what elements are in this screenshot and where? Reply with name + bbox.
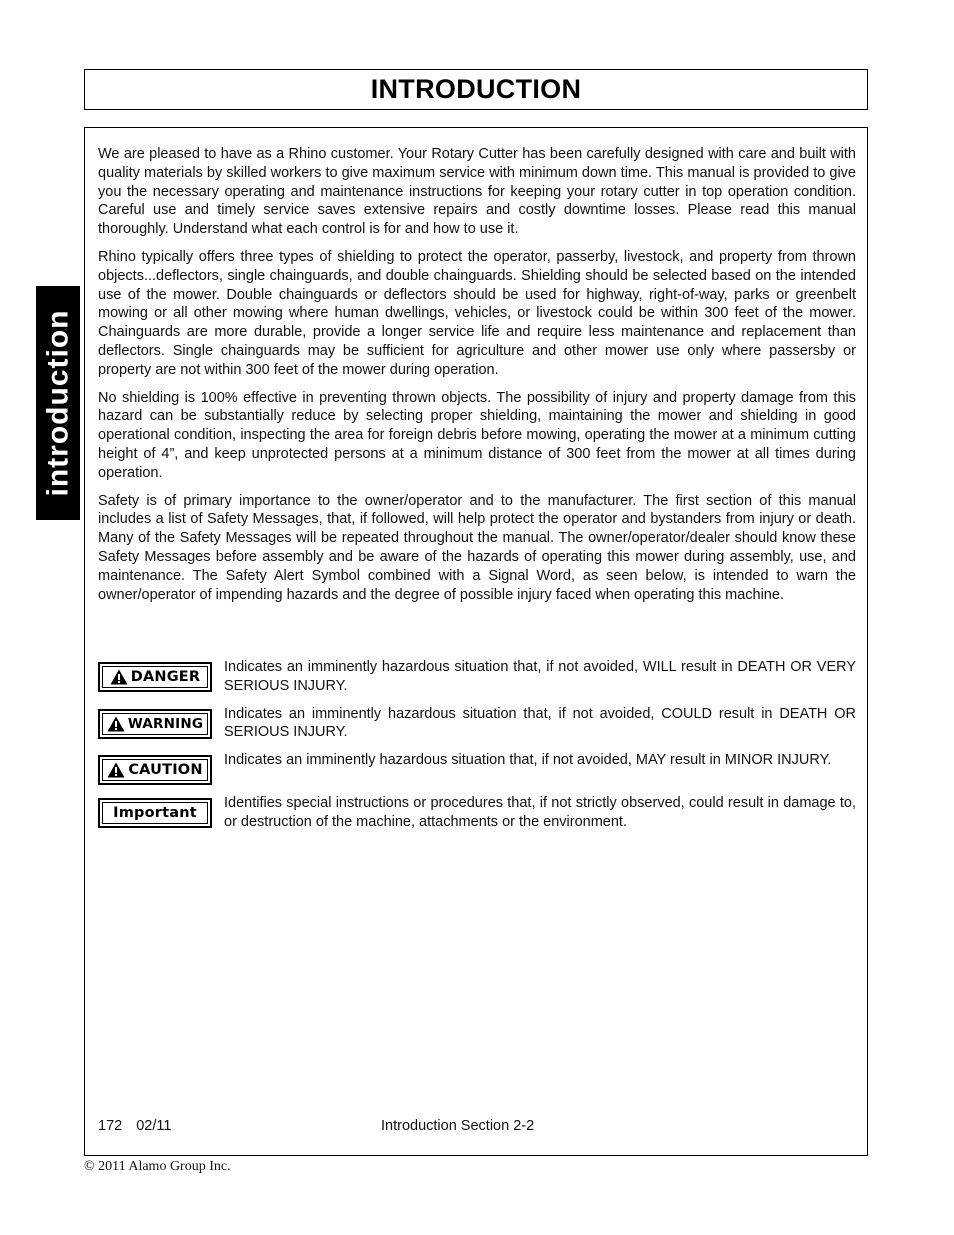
important-label [98,798,212,828]
danger-description: Indicates an imminently hazardous situation that, if not avoided, WILL result in DEATH OR VERY SERIOUS INJURY. [224,659,856,694]
page-number: 172 [98,1118,123,1134]
footer-page-info [98,1118,181,1134]
signal-row-important [98,794,856,832]
content-box [84,127,868,1156]
caution-description: Indicates an imminently hazardous situation that, if not avoided, MAY result in MINOR INJURY. [224,752,832,769]
paragraph-thrown-objects: No shielding is 100% effective in preventing thrown objects. The possibility of injury and property damage from this hazard can be substantially reduce by selecting proper shielding, maintaining the mower and shielding in good operational condition, inspecting the area for foreign debris before mowing, operating the mower at a minimum cutting height of 4”, and keep unprotected persons at a minimum distance of 300 feet from the mower at all times during operation. [98,389,856,481]
paragraph-safety: Safety is of primary importance to the owner/operator and to the manufacturer. The first section of this manual includes a list of Safety Messages, that, if followed, will help protect the operator and bystanders from injury or death. Many of the Safety Messages will be repeated throughout the manual. The owner/operator/dealer should know these Safety Messages before assembly and be aware of the hazards of operating this mower during assembly, use, and maintenance. The Safety Alert Symbol combined with a Signal Word, as seen below, is intended to warn the owner/operator of impending hazards and the degree of possible injury faced when operating this machine. [98,492,856,603]
side-tab-label: introduction [41,309,74,497]
signal-row-danger [98,658,856,696]
copyright-notice: © 2011 Alamo Group Inc. [84,1159,231,1174]
important-description: Identifies special instructions or procedures that, if not strictly observed, could result in damage to, or destruction of the machine, attachments or the environment. [224,795,856,830]
caution-label [98,755,212,785]
signal-word-list [98,658,856,841]
body-text [98,145,856,613]
page-title: INTRODUCTION [370,74,582,104]
revision-date: 02/11 [136,1118,172,1134]
warning-word: WARNING [127,715,204,732]
footer-section: Introduction Section 2-2 [381,1118,535,1134]
danger-label [98,662,212,692]
safety-alert-triangle-icon [110,669,128,685]
warning-description: Indicates an imminently hazardous situation that, if not avoided, COULD result in DEATH OR SERIOUS INJURY. [224,705,856,741]
safety-alert-triangle-icon [107,716,125,732]
important-word: Important [113,805,197,822]
paragraph-intro: We are pleased to have as a Rhino customer. Your Rotary Cutter has been carefully designed with care and built with quality materials by skilled workers to give maximum service with minimum down time. This manual is provided to give you the necessary operating and maintenance instructions for keeping your rotary cutter in top operation condition. Careful use and timely service saves extensive repairs and costly downtime losses. Please read this manual thoroughly. Understand what each control is for and how to use it. [98,146,856,238]
caution-word: CAUTION [128,762,203,779]
signal-row-warning [98,705,856,743]
side-section-tab [36,286,80,520]
danger-word: DANGER [130,669,201,685]
signal-row-caution [98,751,856,785]
warning-label [98,709,212,739]
paragraph-shielding: Rhino typically offers three types of shielding to protect the operator, passerby, livestock, and property from thrown objects...deflectors, single chainguards, and double chainguards. Shielding should be selected based on the intended use of the mower. Double chainguards or deflectors should be used for highway, right-of-way, parks or greenbelt mowing or all other mowing where human dwellings, vehicles, or livestock could be within 300 feet of the mower. Chainguards are more durable, provide a longer service life and require less maintenance and replacement than deflectors. Single chainguards may be sufficient for agriculture and other mower use only where passersby or property are not within 300 feet of the mower during operation. [98,248,856,378]
safety-alert-triangle-icon [107,762,125,778]
header-box [84,69,868,110]
